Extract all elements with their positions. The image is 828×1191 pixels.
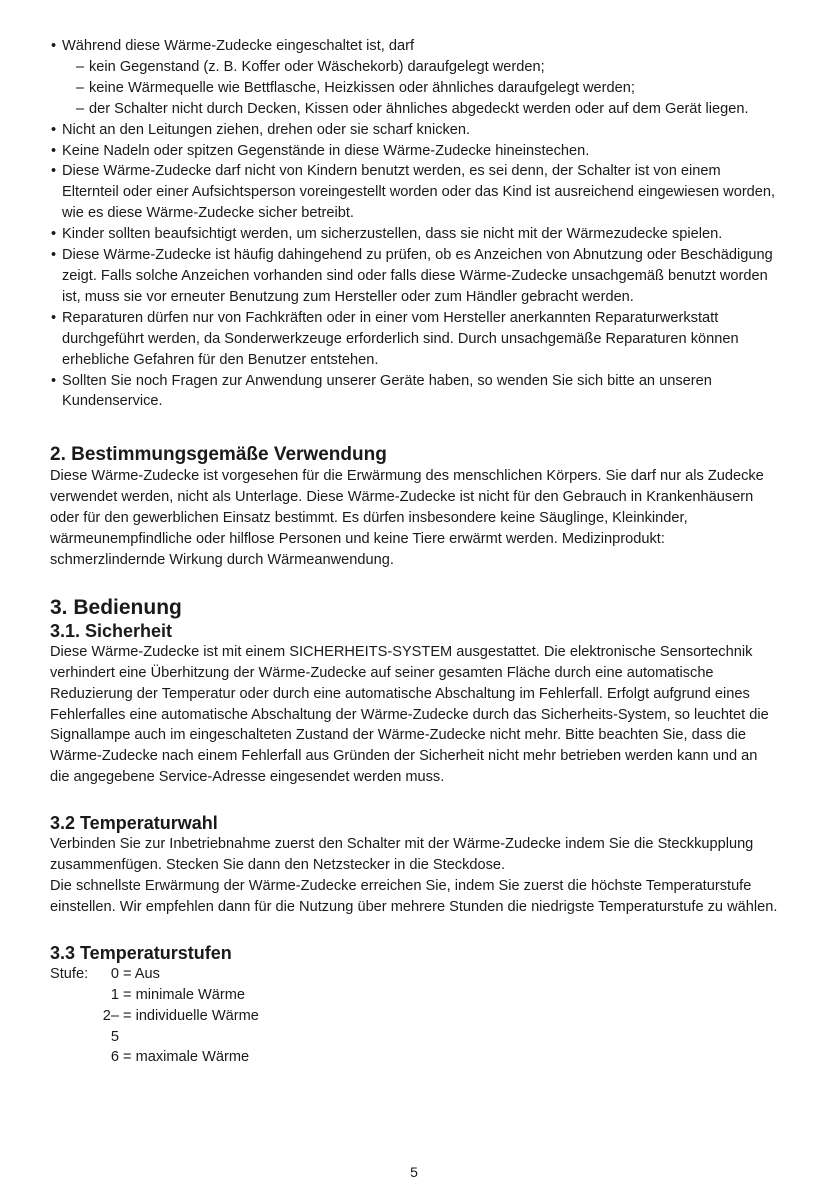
level-value: = maximale Wärme (123, 1049, 250, 1066)
level-row (50, 1006, 778, 1048)
bullet-item: • Diese Wärme-Zudecke darf nicht von Kindern benutzt werden, es sei denn, der Schalter ist von einem Elternteil oder einer Aufsichtsperson voreingestellt worden oder das Kind ist ausreichend eingewiesen worden, wie es diese Wärme-Zudecke sicher betreibt. (50, 161, 778, 224)
level-key: 2–5 (102, 1007, 119, 1045)
bullet-item: • Reparaturen dürfen nur von Fachkräften oder in einer vom Hersteller anerkannten Reparaturwerkstatt durchgeführt werden, da Sonderwerkzeuge erforderlich sind. Durch unsachgemäße Reparaturen können erhebliche Gefahren für den Benutzer entstehen. (50, 308, 778, 371)
level-row (50, 1047, 778, 1068)
bullet-item: • Keine Nadeln oder spitzen Gegenstände in diese Wärme-Zudecke hineinstechen. (50, 141, 778, 162)
sub-list (62, 57, 778, 120)
subsection-temperature-selection (50, 812, 778, 918)
paragraph: Verbinden Sie zur Inbetriebnahme zuerst den Schalter mit der Wärme-Zudecke indem Sie die Steckkupplung zusammenfügen. Stecken Sie dann den Netzstecker in die Steckdose. (50, 836, 754, 874)
bullet-item: • Kinder sollten beaufsichtigt werden, um sicherzustellen, dass sie nicht mit der Wärmezudecke spielen. (50, 224, 778, 245)
page-number: 5 (410, 1164, 418, 1180)
subsection-body: Diese Wärme-Zudecke ist mit einem SICHERHEITS-SYSTEM ausgestattet. Die elektronische Sensortechnik verhindert eine Überhitzung der Wärme-Zudecke auf seiner gesamten Fläche durch eine automatische Reduzierung der Temperatur oder durch eine automatische Abschaltung im Fehlerfall. Erfolgt aufgrund eines Fehlerfalles eine automatische Abschaltung der Wärme-Zudecke durch das Sicherheits-System, so leuchtet die Signallampe auch im eingeschalteten Zustand der Wärme-Zudecke nicht mehr. Bitte beachten Sie, dass die Wärme-Zudecke nach einem Fehlerfall aus Gründen der Sicherheit nicht mehr betrieben werden kann und an die angegebene Service-Adresse eingesendet werden muss. (50, 643, 769, 786)
level-value: = minimale Wärme (123, 986, 246, 1003)
levels-label: Stufe: (50, 965, 89, 982)
bullet-item: • Während diese Wärme-Zudecke eingeschaltet ist, darf – kein Gegenstand (z. B. Koffer oder Wäschekorb) daraufgelegt werden; – keine Wärmequelle wie Bettflasche, Heizkissen oder ähnliches daraufgelegt werden; – der Schalter nicht durch Decken, Kissen oder ähnliches abgedeckt werden oder auf dem Gerät liegen. (50, 36, 778, 120)
section-operation (50, 595, 778, 1069)
subsection-heading: 3.2 Temperaturwahl (50, 813, 218, 834)
section-heading: 3. Bedienung (50, 595, 182, 619)
level-key: 1 (110, 986, 119, 1003)
subsection-temperature-levels (50, 942, 778, 1069)
section-intended-use (50, 443, 778, 571)
temperature-levels-list (50, 964, 778, 1069)
subsection-heading: 3.3 Temperaturstufen (50, 942, 232, 963)
bullet-item: • Diese Wärme-Zudecke ist häufig dahingehend zu prüfen, ob es Anzeichen von Abnutzung oder Beschädigung zeigt. Falls solche Anzeichen vorhanden sind oder falls diese Wärme-Zudecke unsachgemäß benutzt worden ist, muss sie vor erneuter Benutzung zum Hersteller oder zum Händler gebracht werden. (50, 245, 778, 308)
level-key: 6 (110, 1049, 119, 1066)
level-value: = Aus (123, 965, 160, 982)
bullet-item: • Sollten Sie noch Fragen zur Anwendung unserer Geräte haben, so wenden Sie sich bitte an unseren Kundenservice. (50, 371, 778, 413)
document-page (50, 36, 778, 1068)
level-row (50, 964, 778, 985)
subsection-heading: 3.1. Sicherheit (50, 620, 173, 641)
sub-item: – keine Wärmequelle wie Bettflasche, Heizkissen oder ähnliches daraufgelegt werden; (62, 78, 778, 99)
section-heading: 2. Bestimmungsgemäße Verwendung (50, 444, 387, 466)
section-body: Diese Wärme-Zudecke ist vorgesehen für die Erwärmung des menschlichen Körpers. Sie darf nur als Zudecke verwendet werden, nicht als Unterlage. Diese Wärme-Zudecke ist nicht für den Gebrauch in Krankenhäusern oder für den gewerblichen Einsatz bestimmt. Es dürfen insbesondere keine Säuglinge, Kleinkinder, wärmeunempfindliche oder hilflose Personen und keine Tiere erwärmt werden. Medizinprodukt: schmerzlindernde Wirkung durch Wärmeanwendung. (50, 468, 764, 568)
safety-bullet-list (50, 36, 778, 412)
level-row (50, 985, 778, 1006)
bullet-item: • Nicht an den Leitungen ziehen, drehen oder sie scharf knicken. (50, 120, 778, 141)
level-value: = individuelle Wärme (123, 1007, 259, 1024)
paragraph: Die schnellste Erwärmung der Wärme-Zudecke erreichen Sie, indem Sie zuerst die höchste Temperaturstufe einstellen. Wir empfehlen dann für die Nutzung über mehrere Stunden die niedrigste Temperaturstufe zu wählen. (50, 878, 778, 915)
sub-item: – kein Gegenstand (z. B. Koffer oder Wäschekorb) daraufgelegt werden; (62, 57, 778, 78)
sub-item: – der Schalter nicht durch Decken, Kissen oder ähnliches abgedeckt werden oder auf dem Gerät liegen. (62, 99, 778, 120)
level-key: 0 (110, 965, 119, 982)
